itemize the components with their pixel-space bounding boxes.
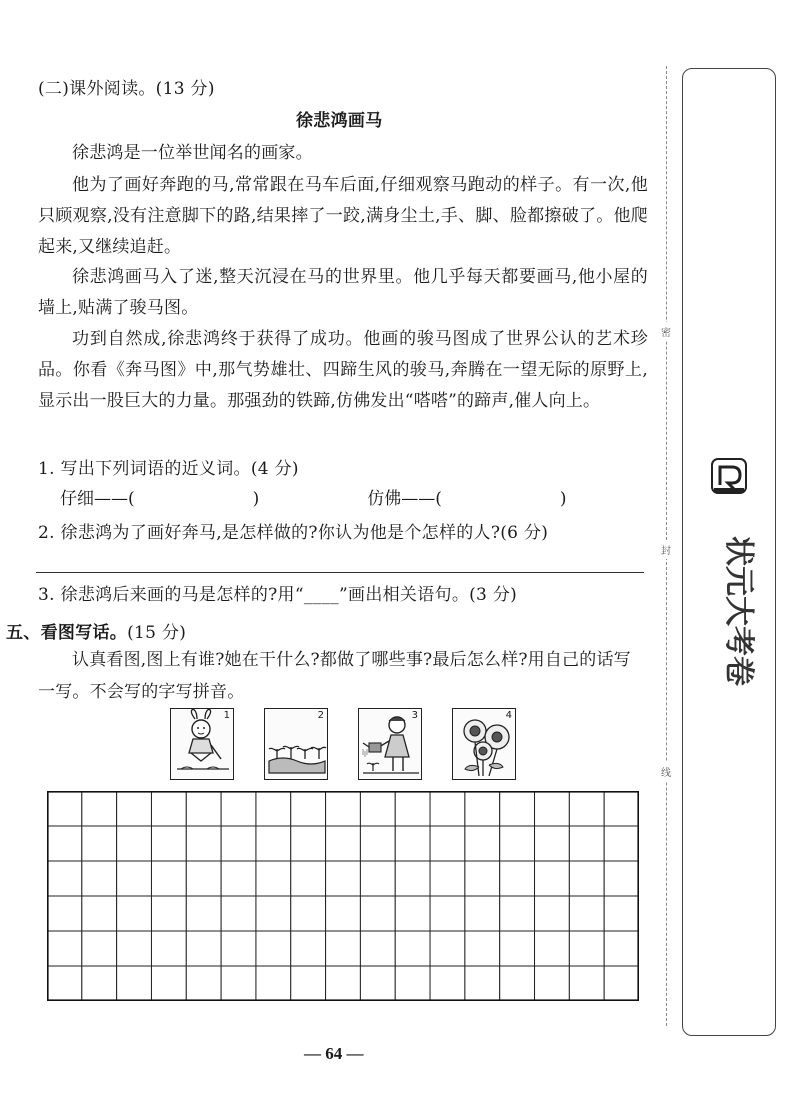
story-title: 徐悲鸿画马 (296, 111, 383, 131)
grid-cell[interactable] (604, 966, 639, 1001)
grid-cell[interactable] (500, 896, 535, 931)
grid-cell[interactable] (604, 861, 639, 896)
grid-cell[interactable] (256, 791, 291, 826)
sunflowers-illustration (453, 709, 517, 781)
grid-cell[interactable] (430, 896, 465, 931)
grid-cell[interactable] (291, 861, 326, 896)
grid-cell[interactable] (395, 861, 430, 896)
grid-cell[interactable] (186, 896, 221, 931)
grid-cell[interactable] (465, 931, 500, 966)
grid-cell[interactable] (151, 791, 186, 826)
picture-4-flowers (452, 708, 516, 780)
grid-cell[interactable] (465, 826, 500, 861)
grid-cell[interactable] (430, 966, 465, 1001)
section5-title: 五、看图写话。 (6, 623, 128, 643)
grid-cell[interactable] (604, 791, 639, 826)
picture-number-1: 1 (223, 710, 230, 721)
grid-cell[interactable] (500, 861, 535, 896)
grid-cell[interactable] (291, 791, 326, 826)
grid-cell[interactable] (151, 931, 186, 966)
grid-cell[interactable] (186, 861, 221, 896)
grid-cell[interactable] (82, 966, 117, 1001)
grid-cell[interactable] (82, 791, 117, 826)
grid-cell[interactable] (500, 966, 535, 1001)
grid-cell[interactable] (465, 861, 500, 896)
binding-mark-feng: 封 (661, 540, 671, 559)
grid-cell[interactable] (500, 791, 535, 826)
grid-cell[interactable] (291, 896, 326, 931)
grid-cell[interactable] (360, 966, 395, 1001)
grid-cell[interactable] (430, 826, 465, 861)
grid-cell[interactable] (360, 826, 395, 861)
grid-cell[interactable] (221, 826, 256, 861)
grid-cell[interactable] (82, 931, 117, 966)
grid-cell[interactable] (465, 791, 500, 826)
grid-cell[interactable] (256, 861, 291, 896)
story-paragraph-2: 他为了画好奔跑的马,常常跟在马车后面,仔细观察马跑动的样子。有一次,他只顾观察,没有注意脚下的路,结果摔了一跤,满身尘土,手、脚、脸都擦破了。他爬起来,又继续追赶。 (38, 175, 648, 257)
grid-cell[interactable] (82, 826, 117, 861)
grid-cell[interactable] (360, 861, 395, 896)
grid-cell[interactable] (326, 931, 361, 966)
binding-mark-mi: 密 (661, 322, 671, 341)
grid-cell[interactable] (326, 896, 361, 931)
grid-cell[interactable] (395, 791, 430, 826)
grid-cell[interactable] (186, 826, 221, 861)
story-paragraph-4: 功到自然成,徐悲鸿终于获得了成功。他画的骏马图成了世界公认的艺术珍品。你看《奔马图》中,那气势雄壮、四蹄生风的骏马,奔腾在一望无际的原野上,显示出一股巨大的力量。那强劲的铁蹄,仿佛发出“嗒嗒”的蹄声,催人向上。 (38, 329, 648, 411)
grid-cell[interactable] (569, 791, 604, 826)
grid-cell[interactable] (256, 896, 291, 931)
grid-cell[interactable] (430, 791, 465, 826)
section-heading-reading: (二)课外阅读。(13 分) (38, 79, 215, 99)
grid-cell[interactable] (465, 966, 500, 1001)
synonym-word-1: 仔细——( (60, 489, 135, 509)
grid-cell[interactable] (117, 896, 152, 931)
grid-cell[interactable] (221, 931, 256, 966)
question-2: 2. 徐悲鸿为了画好奔马,是怎样做的?你认为他是个怎样的人?(6 分) (38, 523, 549, 543)
grid-cell[interactable] (256, 931, 291, 966)
grid-cell[interactable] (395, 826, 430, 861)
grid-cell[interactable] (47, 931, 82, 966)
grid-cell[interactable] (604, 896, 639, 931)
grid-cell[interactable] (569, 826, 604, 861)
grid-cell[interactable] (151, 861, 186, 896)
synonym-word-2: 仿佛——( (367, 489, 442, 509)
picture-3-girl-watering (358, 708, 422, 780)
grid-cell[interactable] (326, 966, 361, 1001)
brand-logo-text: 状元大考卷 (721, 536, 756, 686)
grid-cell[interactable] (151, 826, 186, 861)
grid-cell[interactable] (360, 896, 395, 931)
grid-cell[interactable] (326, 791, 361, 826)
grid-cell[interactable] (47, 826, 82, 861)
grid-cell[interactable] (569, 861, 604, 896)
grid-cell[interactable] (360, 791, 395, 826)
grid-cell[interactable] (291, 826, 326, 861)
grid-cell[interactable] (535, 791, 570, 826)
grid-cell[interactable] (151, 966, 186, 1001)
girl-planting-illustration (171, 709, 235, 781)
girl-watering-illustration (359, 709, 423, 781)
synonym-row (60, 488, 567, 510)
section-heading-writing (6, 622, 186, 644)
answer-line[interactable] (36, 572, 644, 573)
grid-cell[interactable] (221, 966, 256, 1001)
grid-cell[interactable] (221, 861, 256, 896)
picture-2-seedlings (264, 708, 328, 780)
grid-cell[interactable] (82, 861, 117, 896)
grid-cell[interactable] (47, 896, 82, 931)
grid-cell[interactable] (256, 826, 291, 861)
picture-1-girl-planting (170, 708, 234, 780)
grid-cell[interactable] (117, 791, 152, 826)
grid-cell[interactable] (604, 931, 639, 966)
grid-cell[interactable] (221, 791, 256, 826)
grid-cell[interactable] (430, 861, 465, 896)
grid-cell[interactable] (500, 931, 535, 966)
synonym-close-2: ) (559, 489, 567, 509)
grid-cell[interactable] (604, 826, 639, 861)
side-brand-panel (682, 68, 776, 1036)
binding-mark-xian: 线 (661, 762, 671, 781)
grid-cell[interactable] (186, 966, 221, 1001)
grid-cell[interactable] (395, 931, 430, 966)
picture-number-2: 2 (317, 710, 324, 721)
grid-cell[interactable] (186, 791, 221, 826)
grid-cell[interactable] (117, 826, 152, 861)
grid-cell[interactable] (569, 931, 604, 966)
grid-cell[interactable] (569, 896, 604, 931)
grid-cell[interactable] (395, 966, 430, 1001)
grid-cell[interactable] (535, 966, 570, 1001)
picture-number-3: 3 (411, 710, 418, 721)
grid-cell[interactable] (500, 826, 535, 861)
grid-cell[interactable] (535, 826, 570, 861)
writing-instructions: 认真看图,图上有谁?她在干什么?都做了哪些事?最后怎么样?用自己的话写一写。不会写的字写拼音。 (38, 650, 631, 702)
question-1: 1. 写出下列词语的近义词。(4 分) (38, 459, 299, 479)
picture-sequence (0, 708, 660, 782)
grid-cell[interactable] (47, 966, 82, 1001)
grid-cell[interactable] (47, 791, 82, 826)
grid-cell[interactable] (569, 966, 604, 1001)
grid-cell[interactable] (326, 826, 361, 861)
grid-cell[interactable] (186, 931, 221, 966)
grid-cell[interactable] (221, 896, 256, 931)
writing-grid[interactable] (47, 791, 639, 1001)
brand-logo (698, 451, 762, 731)
picture-number-4: 4 (505, 710, 512, 721)
question-3: 3. 徐悲鸿后来画的马是怎样的?用“____”画出相关语句。(3 分) (38, 585, 518, 605)
seedlings-illustration (265, 709, 329, 781)
story-paragraph-1: 徐悲鸿是一位举世闻名的画家。 (72, 143, 313, 163)
grid-cell[interactable] (465, 896, 500, 931)
grid-cell[interactable] (535, 896, 570, 931)
grid-cell[interactable] (117, 966, 152, 1001)
writing-grid-cells[interactable] (47, 791, 639, 1001)
grid-cell[interactable] (117, 861, 152, 896)
grid-cell[interactable] (395, 896, 430, 931)
story-paragraph-3: 徐悲鸿画马入了迷,整天沉浸在马的世界里。他几乎每天都要画马,他小屋的墙上,贴满了骏马图。 (38, 267, 648, 318)
grid-cell[interactable] (326, 861, 361, 896)
grid-cell[interactable] (47, 861, 82, 896)
grid-cell[interactable] (291, 931, 326, 966)
grid-cell[interactable] (291, 966, 326, 1001)
section5-points: (15 分) (127, 623, 187, 643)
page-number: — 64 — (304, 1044, 364, 1063)
grid-cell[interactable] (535, 861, 570, 896)
grid-cell[interactable] (535, 931, 570, 966)
grid-cell[interactable] (430, 931, 465, 966)
grid-cell[interactable] (82, 896, 117, 931)
grid-cell[interactable] (360, 931, 395, 966)
grid-cell[interactable] (151, 896, 186, 931)
synonym-close-1: ) (252, 489, 260, 509)
grid-cell[interactable] (256, 966, 291, 1001)
grid-cell[interactable] (117, 931, 152, 966)
